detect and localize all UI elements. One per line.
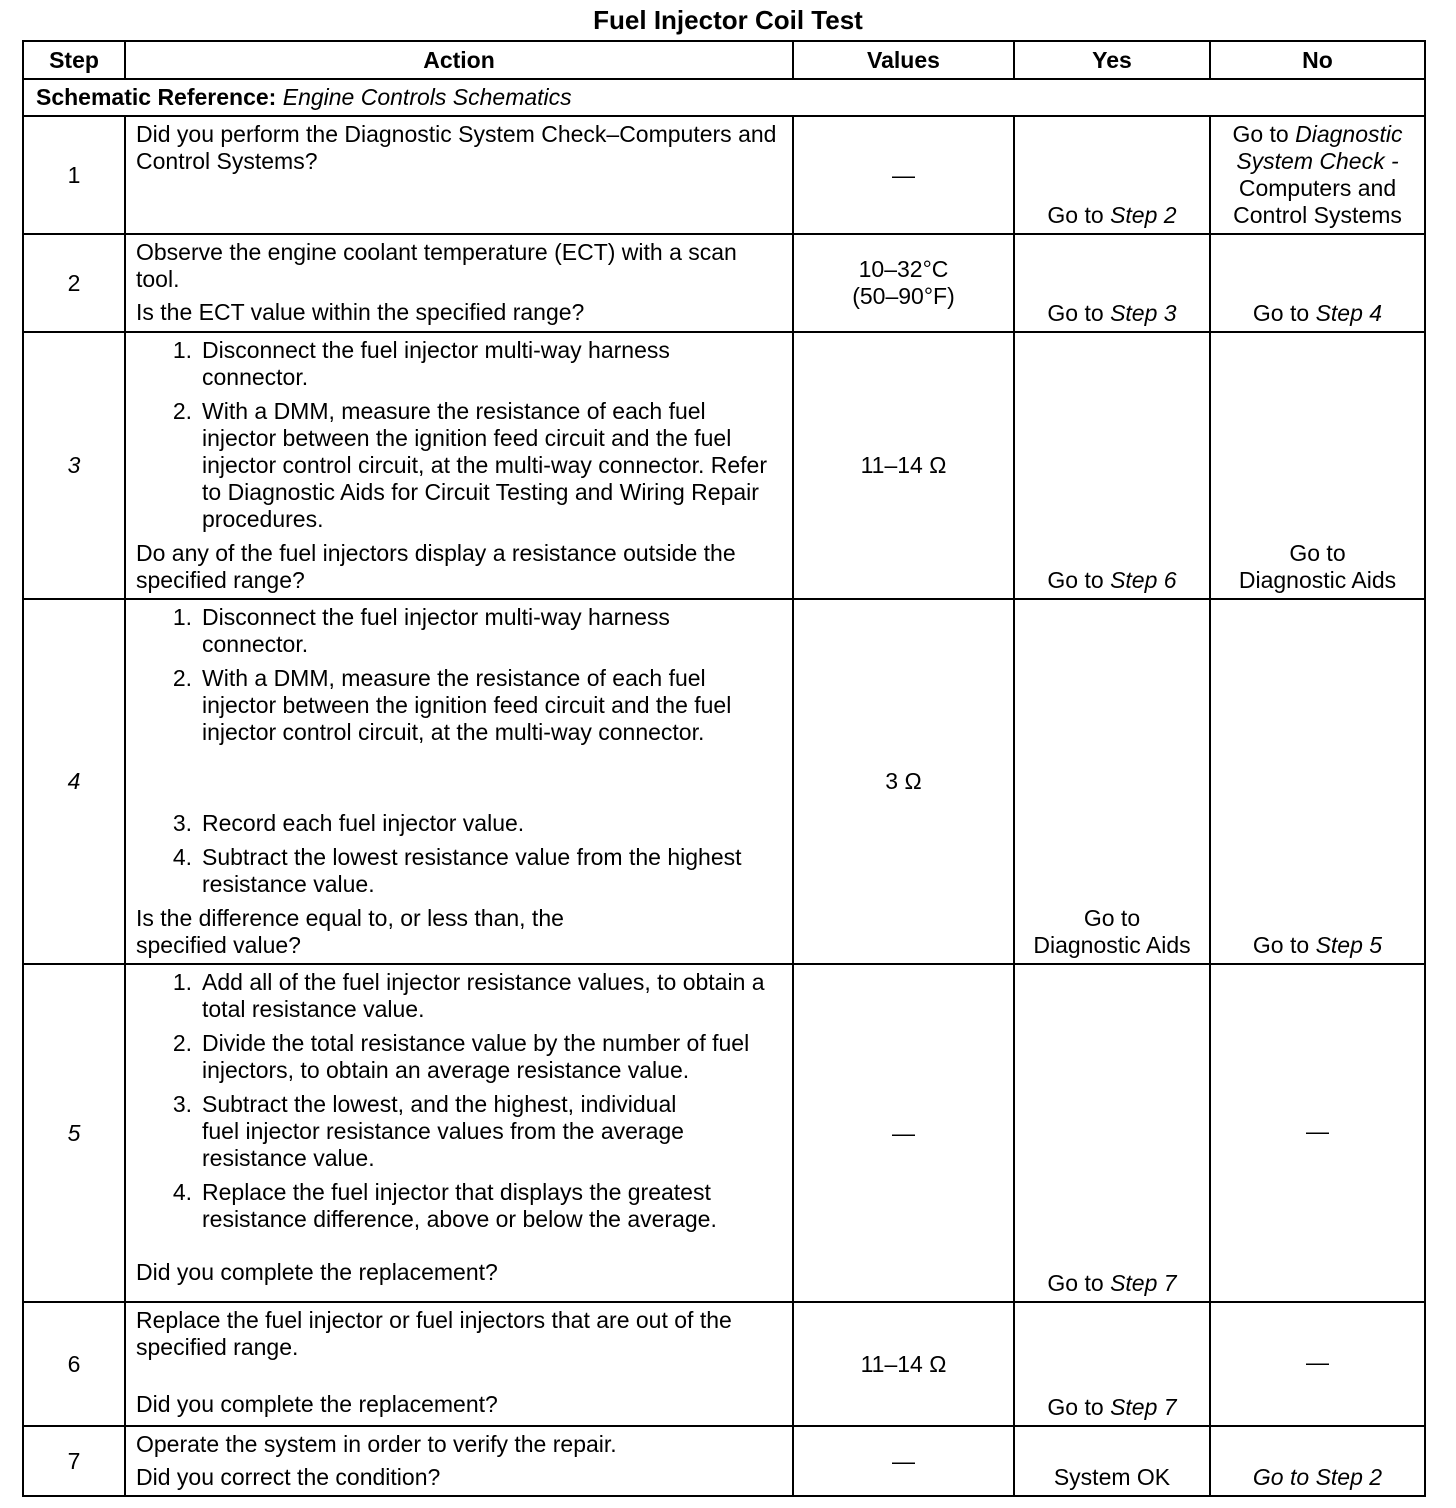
yes-cell [1014,116,1210,234]
yes-cell [1014,964,1210,1302]
list-item: 1. Disconnect the fuel injector multi-way harness connector. [172,604,670,657]
step-number: 4 [23,599,125,964]
yes-line-1: Go to [1083,905,1141,931]
no-cell [1210,599,1425,964]
yes-prefix: Go to [1047,1270,1104,1296]
value-cell: 11–14 Ω [793,332,1014,599]
yes-prefix: Go to [1047,567,1104,593]
diagnostic-table [22,40,1426,1497]
no-line-1: Go to [1289,540,1346,566]
action-cell [125,116,793,234]
schematic-reference-label: Schematic Reference: [36,84,277,110]
no-cell: Go to Step 2 [1210,1426,1425,1496]
list-item: 2. With a DMM, measure the resistance of each fuel injector between the ignition feed circuit and the fuel injector control circuit, at the multi-way connector. Refer to Diagnostic Aids for Circuit Testing and Wiring Repair procedures. [172,398,768,532]
header-values: Values [793,41,1014,79]
no-prefix: Go to [1252,932,1310,958]
action-question: Do any of the fuel injectors display a resistance outside the specified range? [136,540,736,593]
action-question: Is the difference equal to, or less than, the specified value? [136,905,564,958]
action-cell [125,1302,793,1426]
value-cell: 3 Ω [793,599,1014,964]
yes-cell [1014,234,1210,332]
yes-cell [1014,599,1210,964]
header-action: Action [125,41,793,79]
table-row-step-3 [23,332,1425,599]
header-step: Step [23,41,125,79]
action-question: Did you complete the replacement? [136,1391,498,1417]
action-text: Replace the fuel injector or fuel injectors that are out of the specified range. [136,1307,732,1360]
yes-cell [1014,332,1210,599]
schematic-reference [23,79,1425,116]
action-cell [125,234,793,332]
action-cell [125,599,793,964]
action-text: Observe the engine coolant temperature (ECT) with a scan tool. [136,239,737,292]
yes-prefix: Go to [1047,300,1104,326]
action-question: Did you complete the replacement? [136,1259,498,1285]
no-cell [1210,332,1425,599]
action-steps-list [136,337,782,533]
no-prefix: Go to [1232,121,1289,147]
action-text: Did you perform the Diagnostic System Check–Computers and Control Systems? [136,121,777,174]
no-link: Diagnostic System Check - [1236,121,1403,174]
page-title: Fuel Injector Coil Test [593,5,863,35]
table-row-step-2 [23,234,1425,332]
list-item: 1. Disconnect the fuel injector multi-way harness connector. [172,337,670,390]
value-line-2: (50–90°F) [852,283,955,309]
list-item: 4. Subtract the lowest resistance value from the highest resistance value. [172,844,742,897]
table-row-step-1 [23,116,1425,234]
no-suffix: Computers and Control Systems [1233,175,1402,228]
list-item: 3. Subtract the lowest, and the highest, individual fuel injector resistance values from the average resistance value. [172,1091,684,1171]
step-number: 2 [23,234,125,332]
yes-link: Step 2 [1110,202,1177,228]
no-link: Step 5 [1315,932,1383,958]
yes-link: Step 7 [1110,1394,1177,1420]
value-cell: — [793,1426,1014,1496]
yes-link: Step 6 [1110,567,1177,593]
schematic-reference-value: Engine Controls Schematics [282,84,572,110]
action-cell [125,1426,793,1496]
yes-prefix: Go to [1047,202,1104,228]
yes-prefix: Go to [1047,1394,1104,1420]
table-row-step-6 [23,1302,1425,1426]
action-text: Operate the system in order to verify the repair. [136,1431,617,1457]
schematic-reference-row [23,79,1425,116]
value-cell: — [793,964,1014,1302]
value-cell: 11–14 Ω [793,1302,1014,1426]
table-row-step-5 [23,964,1425,1302]
yes-cell [1014,1302,1210,1426]
list-item: 2. With a DMM, measure the resistance of each fuel injector between the ignition feed circuit and the fuel injector control circuit, at the multi-way connector. [172,665,732,745]
header-yes: Yes [1014,41,1210,79]
action-question: Did you correct the condition? [136,1464,441,1490]
action-cell [125,332,793,599]
step-number: 5 [23,964,125,1302]
list-item: 3. Record each fuel injector value. [172,810,525,836]
header-row [23,41,1425,79]
table-row-step-7 [23,1426,1425,1496]
yes-link: Step 7 [1110,1270,1177,1296]
yes-link: Step 3 [1110,300,1177,326]
no-cell [1210,116,1425,234]
action-question: Is the ECT value within the specified range? [136,299,585,325]
no-prefix: Go to [1252,300,1310,326]
value-line-1: 10–32°C [858,256,949,282]
action-steps-list [136,969,782,1233]
no-link: Step 4 [1315,300,1383,326]
step-number: 3 [23,332,125,599]
list-item: 1. Add all of the fuel injector resistance values, to obtain a total resistance value. [172,969,765,1022]
action-steps-list [136,604,782,898]
step-number: 1 [23,116,125,234]
action-cell [125,964,793,1302]
value-cell: — [793,116,1014,234]
yes-line-2: Diagnostic Aids [1033,932,1191,958]
value-cell [793,234,1014,332]
no-cell: — [1210,964,1425,1302]
step-number: 7 [23,1426,125,1496]
step-number: 6 [23,1302,125,1426]
no-line-2: Diagnostic Aids [1238,567,1397,593]
header-no: No [1210,41,1425,79]
no-cell: — [1210,1302,1425,1426]
list-item: 2. Divide the total resistance value by the number of fuel injectors, to obtain an average resistance value. [172,1030,750,1083]
yes-cell: System OK [1014,1426,1210,1496]
list-item: 4. Replace the fuel injector that displays the greatest resistance difference, above or below the average. [172,1179,717,1232]
no-cell [1210,234,1425,332]
table-row-step-4 [23,599,1425,964]
